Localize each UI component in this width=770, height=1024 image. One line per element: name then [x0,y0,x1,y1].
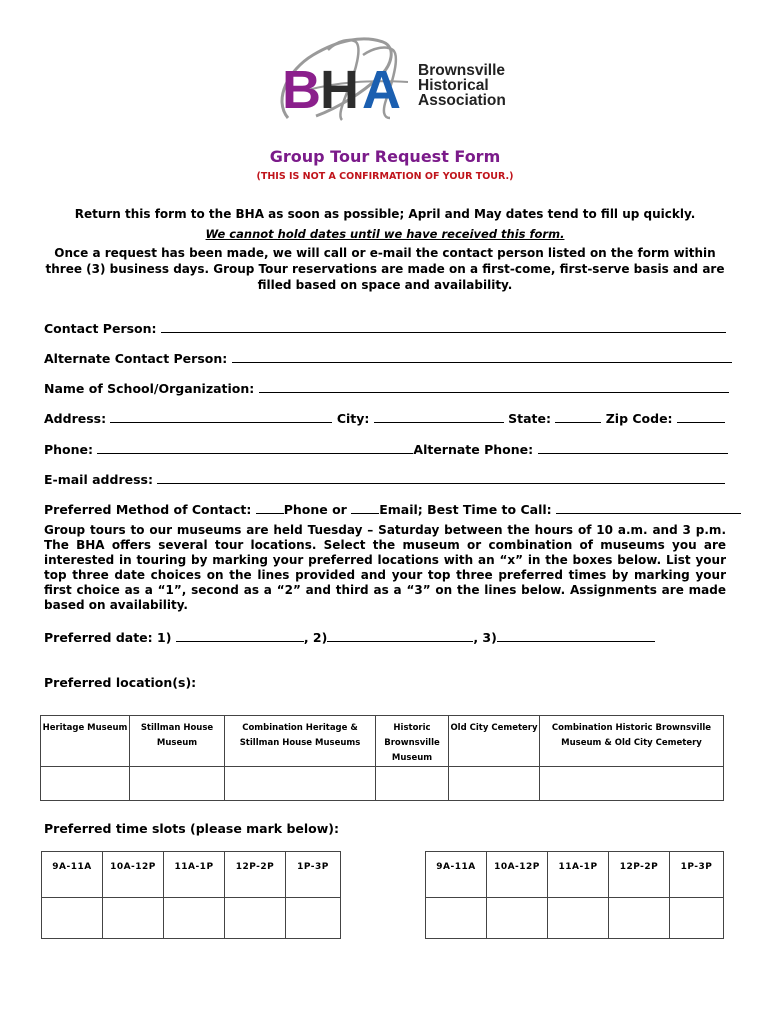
logo-letter-b: B [282,60,321,120]
locations-table [40,715,724,801]
time-slot-box[interactable] [164,898,225,939]
time-slot-5-label: 1P-3P [670,852,724,898]
time-slot-box[interactable] [225,898,286,939]
time-slots-2-header-row [426,852,724,898]
email-line[interactable] [157,471,725,484]
phone-line[interactable] [97,441,413,454]
alternate-contact-label: Alternate Contact Person: [44,351,228,366]
contact-method-row [44,501,720,517]
phone-or-label: Phone or [283,502,347,517]
time-slot-3-label: 11A-1P [164,852,225,898]
best-time-label: Email; Best Time to Call: [379,502,552,517]
city-line[interactable] [374,410,504,423]
time-slot-5-label: 1P-3P [286,852,341,898]
logo-line-1: Brownsville [418,62,505,79]
location-box-combo-historic-cemetery[interactable] [540,767,724,801]
location-box-combo-heritage-stillman[interactable] [225,767,376,801]
time-slot-2-label: 10A-12P [103,852,164,898]
time-slot-box[interactable] [42,898,103,939]
time-slot-box[interactable] [670,898,724,939]
location-box-heritage[interactable] [41,767,130,801]
alternate-contact-row [44,350,720,366]
time-slots-heading: Preferred time slots (please mark below): [44,821,339,836]
location-box-historic-brownsville[interactable] [376,767,449,801]
logo-letter-a: A [362,60,401,120]
time-slot-box[interactable] [426,898,487,939]
time-slots-2-mark-row [426,898,724,939]
date-choice-3-label: , 3) [473,630,497,645]
alternate-contact-line[interactable] [232,350,732,363]
location-col-stillman: Stillman House Museum [130,716,225,767]
location-box-stillman[interactable] [130,767,225,801]
date-choice-2-line[interactable] [327,629,473,642]
return-instruction: Return this form to the BHA as soon as possible; April and May dates tend to fill up quickly. [74,207,696,221]
logo-line-2: Historical [418,77,489,94]
zip-label: Zip Code: [605,411,673,426]
date-choice-2-label: , 2) [303,630,328,645]
request-paragraph: Once a request has been made, we will call or e-mail the contact person listed on the form within three (3) business days. Group Tour reservations are made on a first-come, first-serve basis and are filled based on space and availability. [45,246,725,292]
contact-person-label: Contact Person: [44,321,157,336]
time-slot-4-label: 12P-2P [225,852,286,898]
date-choice-1-line[interactable] [176,629,304,642]
logo-letter-h: H [320,60,359,120]
location-box-old-city-cemetery[interactable] [449,767,540,801]
tours-paragraph: Group tours to our museums are held Tuesday – Saturday between the hours of 10 a.m. and 3 p.m. The BHA offers several tour locations. Select the museum or combination of museums you are interested in touring by marking your preferred locations with an “x” in the boxes below. List your top three date choices on the lines provided and your top three preferred times by marking your first choice as a “1”, second as a “2” and third as a “3” on the lines below. Assignments are made based on availability. [44,523,726,612]
locations-mark-row [41,767,724,801]
time-slot-box[interactable] [609,898,670,939]
time-slot-box[interactable] [548,898,609,939]
date-choice-1-label: 1) [157,630,172,645]
zip-line[interactable] [677,410,725,423]
location-col-historic-brownsville: Historic Brownsville Museum [376,716,449,767]
contact-person-line[interactable] [161,320,726,333]
time-slots-table-2 [425,851,724,939]
city-label: City: [336,411,370,426]
location-col-old-city-cemetery: Old City Cemetery [449,716,540,767]
date-choice-3-line[interactable] [497,629,655,642]
locations-header-row [41,716,724,767]
location-col-combo-historic-cemetery: Combination Historic Brownsville Museum & Old City Cemetery [540,716,724,767]
time-slot-1-label: 9A-11A [42,852,103,898]
time-slot-1-label: 9A-11A [426,852,487,898]
no-hold-notice: We cannot hold dates until we have received this form. [205,227,565,241]
time-slots-1-mark-row [42,898,341,939]
logo-line-3: Association [418,92,506,109]
phone-method-line[interactable] [256,501,284,514]
location-col-heritage: Heritage Museum [41,716,130,767]
location-col-combo-heritage-stillman: Combination Heritage & Stillman House Museums [225,716,376,767]
alternate-phone-label: Alternate Phone: [413,442,534,457]
time-slot-2-label: 10A-12P [487,852,548,898]
time-slot-box[interactable] [286,898,341,939]
logo-wordmark [418,63,506,108]
alternate-phone-line[interactable] [538,441,728,454]
school-org-row [44,380,720,396]
address-label: Address: [44,411,107,426]
email-label: E-mail address: [44,472,153,487]
time-slot-box[interactable] [103,898,164,939]
best-time-line[interactable] [556,501,741,514]
preferred-date-row [44,629,720,645]
email-row [44,471,720,487]
form-subtitle: (THIS IS NOT A CONFIRMATION OF YOUR TOUR.) [256,171,514,182]
time-slots-table-1 [41,851,341,939]
preferred-method-label: Preferred Method of Contact: [44,502,252,517]
preferred-date-label: Preferred date: [44,630,153,645]
state-line[interactable] [555,410,601,423]
phone-label: Phone: [44,442,94,457]
preferred-locations-heading: Preferred location(s): [44,675,197,690]
time-slot-3-label: 11A-1P [548,852,609,898]
address-line[interactable] [110,410,332,423]
time-slots-1-header-row [42,852,341,898]
school-org-line[interactable] [259,380,729,393]
state-label: State: [508,411,551,426]
school-org-label: Name of School/Organization: [44,381,255,396]
address-row [44,410,720,426]
time-slot-box[interactable] [487,898,548,939]
email-method-line[interactable] [351,501,379,514]
contact-person-row [44,320,720,336]
phone-row [44,441,720,457]
time-slot-4-label: 12P-2P [609,852,670,898]
form-title: Group Tour Request Form [269,147,501,166]
